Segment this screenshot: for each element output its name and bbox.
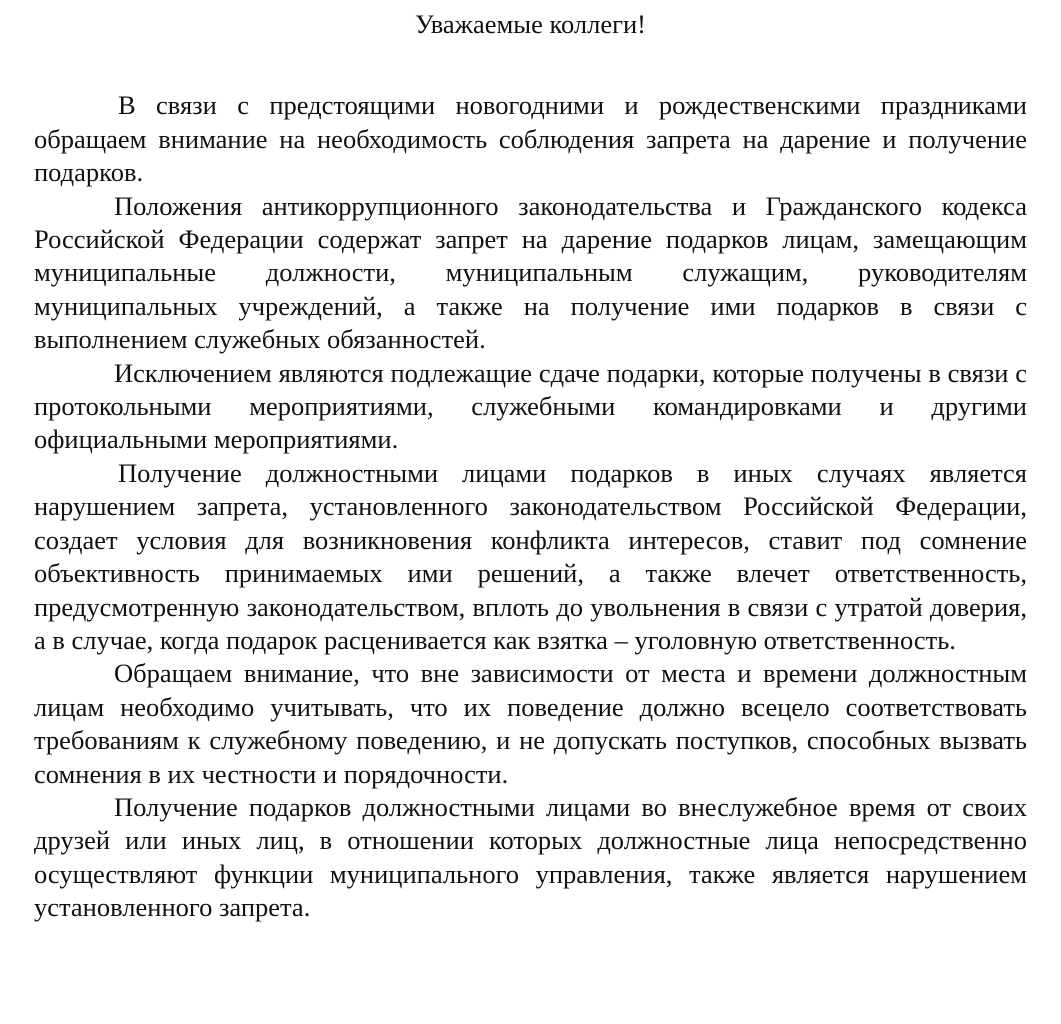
document-title: Уважаемые коллеги!	[414, 9, 646, 39]
paragraph-exceptions: Исключением являются подлежащие сдаче подарки, которые получены в связи с протокольными мероприятиями, служебными командировками и другими официальными мероприятиями.	[34, 357, 1027, 455]
document-body	[34, 89, 1027, 924]
paragraph-off-duty: Получение подарков должностными лицами во внеслужебное время от своих друзей или иных лиц, в отношении которых должностные лица непосредственно осуществляют функции муниципального управления, также является нарушением установленного запрета.	[34, 791, 1027, 923]
paragraph-conduct: Обращаем внимание, что вне зависимости от места и времени должностным лицам необходимо учитывать, что их поведение должно всецело соответствовать требованиям к служебному поведению, и не допускать поступков, способных вызвать сомнения в их честности и порядочности.	[34, 658, 1027, 789]
paragraph-holidays: В связи с предстоящими новогодними и рождественскими праздниками обращаем внимание на необходимость соблюдения запрета на дарение и получение подарков.	[34, 90, 1027, 188]
document-page	[34, 0, 1027, 925]
paragraph-legislation: Положения антикоррупционного законодательства и Гражданского кодекса Российской Федерации содержат запрет на дарение подарков лицам, замещающим муниципальные должности, муниципальным служащим, руководителям муниципальных учреждений, а также на получение ими подарков в связи с выполнением служебных обязанностей.	[34, 190, 1027, 355]
paragraph-violation: Получение должностными лицами подарков в иных случаях является нарушением запрета, установленного законодательством Российской Федерации, создает условия для возникновения конфликта интересов, ставит под сомнение объективность принимаемых ими решений, а также влечет ответственность, предусмотренную законодательством, вплоть до увольнения в связи с утратой доверия, а в случае, когда подарок расценивается как взятка – уголовную ответственность.	[34, 457, 1027, 655]
